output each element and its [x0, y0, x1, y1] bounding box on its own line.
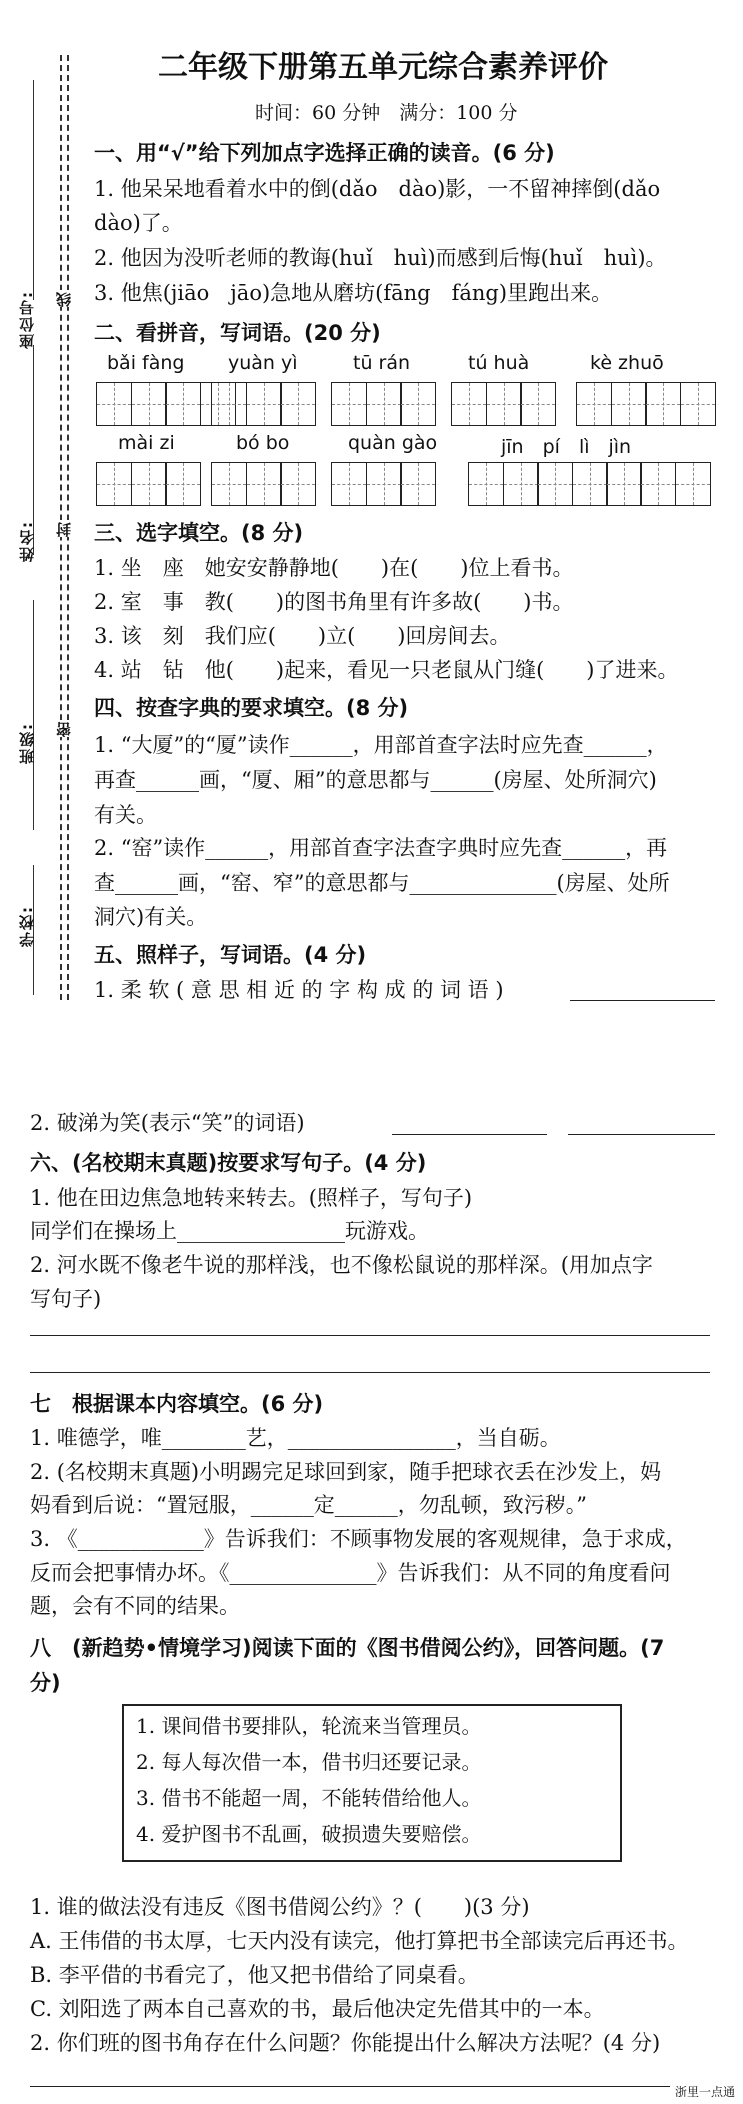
s8-q1: 1. 谁的做法没有违反《图书借阅公约》？( )(3 分) — [30, 1895, 530, 1919]
s3-line-2: 2. 室 事 教( )的图书角里有许多故( )书。 — [94, 590, 574, 614]
s5-heading: 五、照样子，写词语。(4 分) — [94, 943, 367, 967]
s1-q1b: dào)了。 — [94, 211, 183, 235]
s8-q2: 2. 你们班的图书角存在什么问题？你能提出什么解决方法呢？(4 分) — [30, 2031, 661, 2055]
s4-line-6: 洞穴)有关。 — [94, 905, 208, 929]
s1-heading: 一、用“√”给下列加点字选择正确的读音。(6 分) — [94, 141, 555, 165]
school-label: 学校: — [18, 905, 36, 947]
s4-line-3: 有关。 — [94, 803, 157, 827]
s7-line-4: 3. 《____________》告诉我们：不顾事物发展的客观规律，急于求成， — [30, 1527, 687, 1551]
s8-option-a: A. 王伟借的书太厚，七天内没有读完，他打算把书全部读完后再还书。 — [30, 1929, 689, 1953]
s4-heading: 四、按查字典的要求填空。(8 分) — [94, 696, 409, 720]
pinyin-5: kè zhuō — [590, 352, 664, 374]
s7-line-3: 妈看到后说：“置冠服，______定______，勿乱顿，致污秽。” — [30, 1493, 587, 1517]
write-grid-9[interactable] — [470, 462, 711, 506]
seat-label: 座位号: — [18, 290, 36, 349]
s7-line-2: 2. (名校期末真题)小明踢完足球回到家，随手把球衣丢在沙发上，妈 — [30, 1460, 662, 1484]
seat-write-line — [33, 80, 34, 300]
s8-option-c: C. 刘阳选了两本自己喜欢的书，最后他决定先借其中的一本。 — [30, 1997, 605, 2021]
name-label: 姓名: — [18, 520, 36, 562]
s8-answer-line[interactable] — [30, 2086, 670, 2087]
s3-heading: 三、选字填空。(8 分) — [94, 521, 304, 545]
class-label: 班级: — [18, 722, 36, 764]
write-grid-5[interactable] — [578, 382, 716, 426]
library-rules-box — [122, 1704, 622, 1862]
s6-q1b: 同学们在操场上________________玩游戏。 — [30, 1219, 429, 1243]
pinyin-2: yuàn yì — [228, 352, 298, 374]
s1-q2: 2. 他因为没听老师的教诲(huǐ huì)而感到后悔(huǐ huì)。 — [94, 246, 667, 270]
write-grid-6[interactable] — [98, 462, 201, 506]
s7-heading: 七 根据课本内容填空。(6 分) — [30, 1392, 324, 1416]
pinyin-4: tú huà — [468, 352, 530, 374]
s4-line-4: 2. “窑”读作______，用部首查字法查字典时应先查______，再 — [94, 836, 668, 860]
class-write-line — [33, 600, 34, 830]
rule-2: 2. 每人每次借一本，借书归还要记录。 — [136, 1750, 482, 1774]
pinyin-6: mài zi — [118, 432, 175, 454]
s4-line-5: 查______画，“窑、窄”的意思都与______________(房屋、处所 — [94, 871, 670, 895]
rule-3: 3. 借书不能超一周，不能转借给他人。 — [136, 1786, 482, 1810]
s6-answer-line-1[interactable] — [30, 1335, 710, 1336]
s5-q2: 2. 破涕为笑(表示“笑”的词语) — [30, 1111, 305, 1135]
s3-line-1: 1. 坐 座 她安安静静地( )在( )位上看书。 — [94, 556, 574, 580]
s4-line-2: 再查______画，“厦、厢”的意思都与______(房屋、处所洞穴) — [94, 768, 657, 792]
s6-q2: 2. 河水既不像老牛说的那样浅，也不像松鼠说的那样深。(用加点字 — [30, 1253, 653, 1277]
s3-line-3: 3. 该 刻 我们应( )立( )回房间去。 — [94, 624, 511, 648]
page-title: 二年级下册第五单元综合素养评价 — [158, 50, 608, 85]
s7-line-1: 1. 唯德学，唯________艺，________________，当自砺。 — [30, 1426, 561, 1450]
s6-heading: 六、(名校期末真题)按要求写句子。(4 分) — [30, 1151, 427, 1175]
s8-heading: 八 (新趋势•情境学习)阅读下面的《图书借阅公约》，回答问题。(7 — [30, 1636, 665, 1660]
s5-q2-answer-line-1[interactable] — [392, 1134, 547, 1135]
s8-heading-2: 分) — [30, 1671, 61, 1695]
mark-seal: 封 — [55, 520, 73, 537]
s6-q1: 1. 他在田边焦急地转来转去。(照样子，写句子) — [30, 1186, 473, 1210]
s1-q1a: 1. 他呆呆地看着水中的倒(dǎo dào)影，一不留神摔倒(dǎo — [94, 177, 661, 201]
write-grid-7[interactable] — [213, 462, 316, 506]
s5-q1: 1. 柔 软 ( 意 思 相 近 的 字 构 成 的 词 语 ) — [94, 978, 504, 1002]
pinyin-8: quàn gào — [348, 432, 438, 454]
s5-q1-answer-line[interactable] — [570, 1000, 715, 1001]
s2-heading: 二、看拼音，写词语。(20 分) — [94, 321, 381, 345]
pinyin-1: bǎi fàng — [107, 352, 185, 374]
pinyin-3: tū rán — [353, 352, 411, 374]
s8-option-b: B. 李平借的书看完了，他又把书借给了同桌看。 — [30, 1963, 479, 1987]
page-subtitle: 时间：60 分钟 满分：100 分 — [255, 102, 518, 124]
pinyin-7: bó bo — [236, 432, 290, 454]
mark-line: 线 — [55, 290, 73, 307]
write-grid-8[interactable] — [333, 462, 436, 506]
footer-watermark: 浙里一点通 — [674, 2085, 735, 2099]
s6-q2b: 写句子) — [30, 1287, 102, 1311]
s3-line-4: 4. 站 钻 他( )起来，看见一只老鼠从门缝( )了进来。 — [94, 658, 679, 682]
s5-q2-answer-line-2[interactable] — [568, 1134, 715, 1135]
write-grid-2[interactable] — [213, 382, 316, 426]
pinyin-9: jīn pí lì jìn — [501, 436, 632, 458]
s7-line-5: 反而会把事情办坏。《______________》告诉我们：从不同的角度看问 — [30, 1561, 671, 1585]
rule-1: 1. 课间借书要排队，轮流来当管理员。 — [136, 1714, 482, 1738]
s4-line-1: 1. “大厦”的“厦”读作______，用部首查字法时应先查______， — [94, 733, 668, 757]
mark-dense: 密 — [55, 720, 73, 737]
s1-q3: 3. 他焦(jiāo jāo)急地从磨坊(fāng fáng)里跑出来。 — [94, 281, 613, 305]
write-grid-4[interactable] — [453, 382, 556, 426]
s6-answer-line-2[interactable] — [30, 1372, 710, 1373]
s7-line-6: 题，会有不同的结果。 — [30, 1594, 240, 1618]
write-grid-3[interactable] — [333, 382, 436, 426]
rule-4: 4. 爱护图书不乱画，破损遗失要赔偿。 — [136, 1822, 482, 1846]
